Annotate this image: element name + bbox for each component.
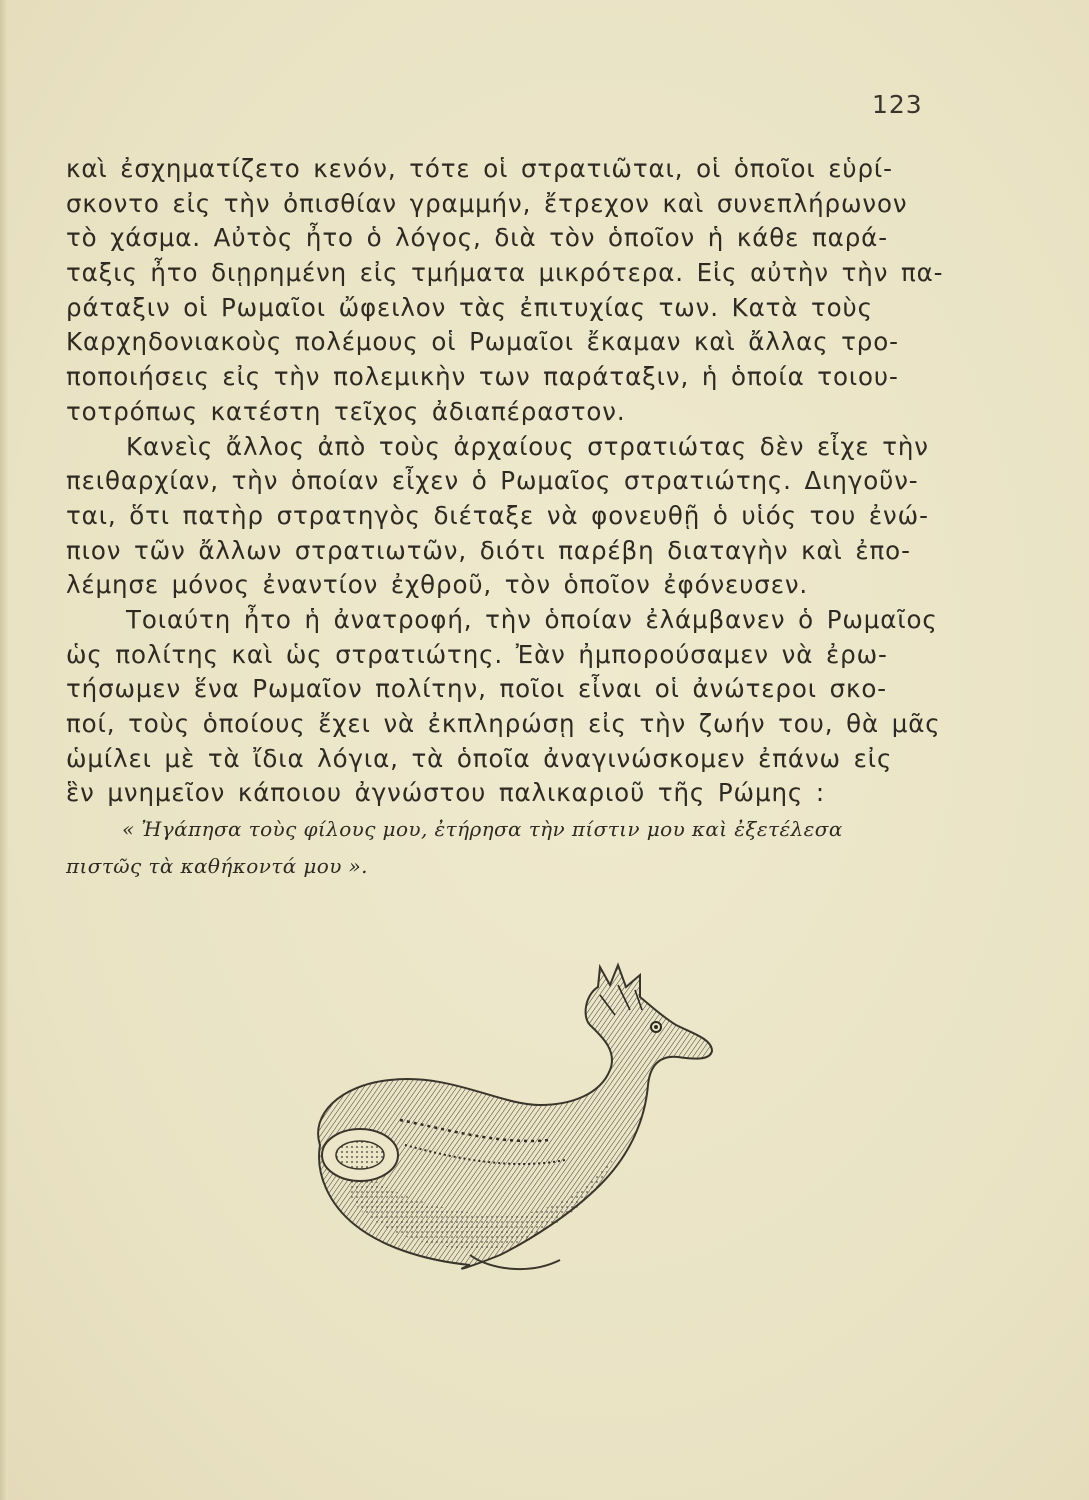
text-line: ται, ὅτι πατὴρ στρατηγὸς διέταξε νὰ φονευθῇ ὁ υἱός του ἐνώ- xyxy=(66,500,929,530)
text-line: καὶ ἐσχηματίζετο κενόν, τότε οἱ στρατιῶται, οἱ ὁποῖοι εὑρί- xyxy=(66,154,893,183)
paragraph-start-line: Τοιαύτη ἦτο ἡ ἀνατροφή, τὴν ὁποίαν ἐλάμβανεν ὁ Ρωμαῖος xyxy=(126,604,938,634)
text-line: ἓν μνημεῖον κάποιου ἀγνώστου παλικαριοῦ τῆς Ρώμης : xyxy=(66,778,826,808)
text-line: τὸ χάσμα. Αὐτὸς ἦτο ὁ λόγος, διὰ τὸν ὁποῖον ἡ κάθε παρά- xyxy=(66,223,888,253)
binding-edge xyxy=(0,0,8,1500)
text-line: σκοντο εἰς τὴν ὀπισθίαν γραμμήν, ἔτρεχον καὶ συνεπλήρωνον xyxy=(66,188,908,218)
text-line: ὡμίλει μὲ τὰ ἴδια λόγια, τὰ ὁποῖα ἀναγινώσκομεν ἐπάνω εἰς xyxy=(66,743,893,773)
text-line: ὡς πολίτης καὶ ὡς στρατιώτης. Ἐὰν ἠμπορούσαμεν νὰ ἐρω- xyxy=(66,639,888,669)
text-line: πειθαρχίαν, τὴν ὁποίαν εἶχεν ὁ Ρωμαῖος στρατιώτης. Διηγοῦν- xyxy=(66,466,919,496)
text-line: τήσωμεν ἕνα Ρωμαῖον πολίτην, ποῖοι εἶναι οἱ ἀνώτεροι σκο- xyxy=(66,674,888,704)
text-line: πιον τῶν ἄλλων στρατιωτῶν, διότι παρέβη διαταγὴν καὶ ἐπο- xyxy=(66,535,911,565)
text-line: ποί, τοὺς ὁποίους ἔχει νὰ ἐκπληρώσῃ εἰς τὴν ζωήν του, θὰ μᾶς xyxy=(66,709,941,738)
text-line: ποποιήσεις εἰς τὴν πολεμικὴν των παράταξιν, ἡ ὁποία τοιου- xyxy=(66,362,899,392)
text-line: ράταξιν οἱ Ρωμαῖοι ὤφειλον τὰς ἐπιτυχίας των. Κατὰ τοὺς xyxy=(66,292,873,322)
quote-line: « Ἠγάπησα τοὺς φίλους μου, ἐτήρησα τὴν πίστιν μου καὶ ἐξετέλεσα xyxy=(122,817,843,842)
paragraph-start-line: Κανεὶς ἄλλος ἀπὸ τοὺς ἀρχαίους στρατιώτας δὲν εἶχε τὴν xyxy=(126,431,929,461)
body-text xyxy=(66,152,944,885)
text-line: τοτρόπως κατέστη τεῖχος ἀδιαπέραστον. xyxy=(66,396,626,426)
page-number: 123 xyxy=(872,90,923,119)
bronze-swan-lamp-icon xyxy=(300,955,730,1285)
quote-line: πιστῶς τὰ καθήκοντά μου ». xyxy=(66,854,368,879)
epitaph-quote xyxy=(66,811,926,885)
text-line: λέμησε μόνος ἐναντίον ἐχθροῦ, τὸν ὁποῖον ἐφόνευσεν. xyxy=(66,570,809,600)
text-line: Καρχηδονιακοὺς πολέμους οἱ Ρωμαῖοι ἔκαμαν καὶ ἄλλας τρο- xyxy=(66,327,899,357)
text-line: ταξις ἦτο διῃρημένη εἰς τμήματα μικρότερα. Εἰς αὐτὴν τὴν πα- xyxy=(66,258,944,288)
